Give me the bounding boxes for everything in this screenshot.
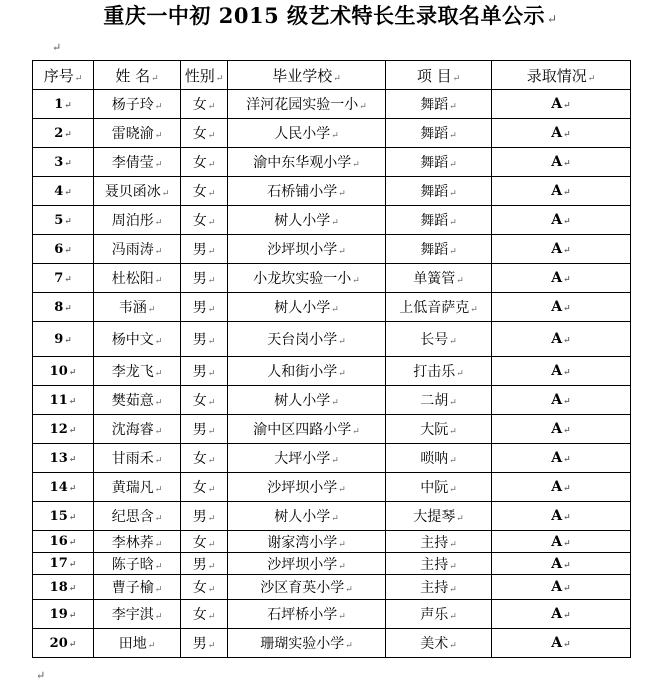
cell-index: 6↵ xyxy=(33,235,94,264)
cell-result: A↵ xyxy=(492,264,631,293)
cell-school: 洋河花园实验一小↵ xyxy=(228,90,386,119)
cell-name: 纪思含↵ xyxy=(94,502,181,531)
cell-name: 陈子晗↵ xyxy=(94,553,181,575)
cell-index: 15↵ xyxy=(33,502,94,531)
cell-gender: 女↵ xyxy=(181,600,228,629)
cell-index: 18↵ xyxy=(33,575,94,600)
paragraph-mark-icon: ↵ xyxy=(52,41,62,54)
cell-school: 沙坪坝小学↵ xyxy=(228,235,386,264)
paragraph-mark-icon: ↵ xyxy=(547,12,558,26)
table-row xyxy=(33,553,631,575)
cell-item: 美术↵ xyxy=(386,629,492,658)
cell-item: 二胡↵ xyxy=(386,386,492,415)
cell-result: A↵ xyxy=(492,386,631,415)
cell-gender: 男↵ xyxy=(181,293,228,322)
header-gender: 性别↵ xyxy=(181,61,228,90)
cell-gender: 男↵ xyxy=(181,415,228,444)
cell-item: 长号↵ xyxy=(386,322,492,357)
cell-gender: 男↵ xyxy=(181,553,228,575)
cell-index: 17↵ xyxy=(33,553,94,575)
cell-index: 19↵ xyxy=(33,600,94,629)
cell-gender: 女↵ xyxy=(181,119,228,148)
table-row xyxy=(33,177,631,206)
cell-school: 小龙坎实验一小↵ xyxy=(228,264,386,293)
table-row xyxy=(33,357,631,386)
cell-item: 单簧管↵ xyxy=(386,264,492,293)
table-row xyxy=(33,119,631,148)
cell-gender: 男↵ xyxy=(181,322,228,357)
cell-index: 3↵ xyxy=(33,148,94,177)
cell-item: 舞蹈↵ xyxy=(386,90,492,119)
table-row xyxy=(33,264,631,293)
document-title-text: 重庆一中初 2015 级艺术特长生录取名单公示 xyxy=(103,3,545,28)
table-row xyxy=(33,206,631,235)
cell-index: 9↵ xyxy=(33,322,94,357)
cell-index: 5↵ xyxy=(33,206,94,235)
cell-school: 树人小学↵ xyxy=(228,502,386,531)
cell-name: 甘雨禾↵ xyxy=(94,444,181,473)
table-row xyxy=(33,235,631,264)
cell-item: 声乐↵ xyxy=(386,600,492,629)
cell-result: A↵ xyxy=(492,322,631,357)
cell-gender: 女↵ xyxy=(181,473,228,502)
cell-result: A↵ xyxy=(492,177,631,206)
admission-table xyxy=(32,60,631,658)
cell-name: 韦涵↵ xyxy=(94,293,181,322)
table-row xyxy=(33,444,631,473)
cell-name: 杨子玲↵ xyxy=(94,90,181,119)
table-row xyxy=(33,629,631,658)
cell-school: 沙坪坝小学↵ xyxy=(228,553,386,575)
cell-name: 李龙飞↵ xyxy=(94,357,181,386)
table-row xyxy=(33,575,631,600)
cell-result: A↵ xyxy=(492,629,631,658)
cell-index: 4↵ xyxy=(33,177,94,206)
cell-school: 石桥铺小学↵ xyxy=(228,177,386,206)
cell-result: A↵ xyxy=(492,206,631,235)
cell-name: 聂贝函冰↵ xyxy=(94,177,181,206)
cell-name: 李倩莹↵ xyxy=(94,148,181,177)
cell-index: 1↵ xyxy=(33,90,94,119)
cell-item: 舞蹈↵ xyxy=(386,148,492,177)
cell-name: 冯雨涛↵ xyxy=(94,235,181,264)
cell-result: A↵ xyxy=(492,415,631,444)
cell-item: 主持↵ xyxy=(386,553,492,575)
cell-gender: 女↵ xyxy=(181,90,228,119)
cell-item: 唢呐↵ xyxy=(386,444,492,473)
cell-name: 李林荞↵ xyxy=(94,531,181,553)
cell-item: 大阮↵ xyxy=(386,415,492,444)
cell-gender: 女↵ xyxy=(181,444,228,473)
cell-school: 渝中区四路小学↵ xyxy=(228,415,386,444)
cell-index: 20↵ xyxy=(33,629,94,658)
cell-gender: 男↵ xyxy=(181,235,228,264)
cell-result: A↵ xyxy=(492,502,631,531)
cell-name: 黄瑞凡↵ xyxy=(94,473,181,502)
cell-gender: 女↵ xyxy=(181,386,228,415)
cell-result: A↵ xyxy=(492,119,631,148)
cell-result: A↵ xyxy=(492,553,631,575)
cell-index: 12↵ xyxy=(33,415,94,444)
table-row xyxy=(33,415,631,444)
cell-name: 杨中文↵ xyxy=(94,322,181,357)
cell-gender: 男↵ xyxy=(181,502,228,531)
cell-name: 周泊彤↵ xyxy=(94,206,181,235)
cell-school: 树人小学↵ xyxy=(228,206,386,235)
table-row xyxy=(33,293,631,322)
cell-result: A↵ xyxy=(492,473,631,502)
cell-school: 沙区育英小学↵ xyxy=(228,575,386,600)
cell-item: 中阮↵ xyxy=(386,473,492,502)
paragraph-mark-icon: ↵ xyxy=(36,669,46,682)
cell-gender: 女↵ xyxy=(181,148,228,177)
table-row xyxy=(33,502,631,531)
header-school: 毕业学校↵ xyxy=(228,61,386,90)
cell-school: 天台岗小学↵ xyxy=(228,322,386,357)
cell-gender: 女↵ xyxy=(181,177,228,206)
cell-index: 10↵ xyxy=(33,357,94,386)
cell-gender: 男↵ xyxy=(181,264,228,293)
cell-school: 大坪小学↵ xyxy=(228,444,386,473)
cell-index: 16↵ xyxy=(33,531,94,553)
cell-school: 珊瑚实验小学↵ xyxy=(228,629,386,658)
cell-item: 打击乐↵ xyxy=(386,357,492,386)
table-row xyxy=(33,322,631,357)
cell-index: 7↵ xyxy=(33,264,94,293)
cell-gender: 女↵ xyxy=(181,575,228,600)
cell-school: 渝中东华观小学↵ xyxy=(228,148,386,177)
cell-result: A↵ xyxy=(492,148,631,177)
cell-index: 13↵ xyxy=(33,444,94,473)
cell-name: 沈海睿↵ xyxy=(94,415,181,444)
cell-item: 舞蹈↵ xyxy=(386,119,492,148)
table-header-row xyxy=(33,61,631,90)
cell-gender: 女↵ xyxy=(181,531,228,553)
cell-result: A↵ xyxy=(492,90,631,119)
table-row xyxy=(33,531,631,553)
cell-item: 舞蹈↵ xyxy=(386,206,492,235)
document-title xyxy=(0,2,661,33)
cell-name: 杜松阳↵ xyxy=(94,264,181,293)
header-name: 姓 名↵ xyxy=(94,61,181,90)
cell-name: 曹子榆↵ xyxy=(94,575,181,600)
cell-gender: 男↵ xyxy=(181,357,228,386)
cell-result: A↵ xyxy=(492,235,631,264)
cell-item: 上低音萨克↵ xyxy=(386,293,492,322)
cell-school: 树人小学↵ xyxy=(228,293,386,322)
cell-index: 2↵ xyxy=(33,119,94,148)
cell-index: 14↵ xyxy=(33,473,94,502)
cell-result: A↵ xyxy=(492,575,631,600)
cell-result: A↵ xyxy=(492,600,631,629)
cell-item: 主持↵ xyxy=(386,531,492,553)
cell-item: 舞蹈↵ xyxy=(386,235,492,264)
table-row xyxy=(33,473,631,502)
cell-result: A↵ xyxy=(492,293,631,322)
cell-item: 大提琴↵ xyxy=(386,502,492,531)
cell-item: 主持↵ xyxy=(386,575,492,600)
table-row xyxy=(33,90,631,119)
cell-index: 11↵ xyxy=(33,386,94,415)
table-row xyxy=(33,600,631,629)
cell-school: 人和街小学↵ xyxy=(228,357,386,386)
cell-result: A↵ xyxy=(492,444,631,473)
header-result: 录取情况↵ xyxy=(492,61,631,90)
cell-name: 李宇淇↵ xyxy=(94,600,181,629)
cell-school: 谢家湾小学↵ xyxy=(228,531,386,553)
cell-name: 樊茹意↵ xyxy=(94,386,181,415)
cell-result: A↵ xyxy=(492,531,631,553)
table-row xyxy=(33,148,631,177)
cell-school: 人民小学↵ xyxy=(228,119,386,148)
cell-gender: 男↵ xyxy=(181,629,228,658)
table-row xyxy=(33,386,631,415)
cell-name: 雷晓渝↵ xyxy=(94,119,181,148)
cell-name: 田地↵ xyxy=(94,629,181,658)
cell-result: A↵ xyxy=(492,357,631,386)
cell-school: 树人小学↵ xyxy=(228,386,386,415)
header-item: 项 目↵ xyxy=(386,61,492,90)
header-index: 序号↵ xyxy=(33,61,94,90)
cell-item: 舞蹈↵ xyxy=(386,177,492,206)
cell-index: 8↵ xyxy=(33,293,94,322)
table-body xyxy=(33,90,631,658)
cell-gender: 女↵ xyxy=(181,206,228,235)
cell-school: 石坪桥小学↵ xyxy=(228,600,386,629)
cell-school: 沙坪坝小学↵ xyxy=(228,473,386,502)
